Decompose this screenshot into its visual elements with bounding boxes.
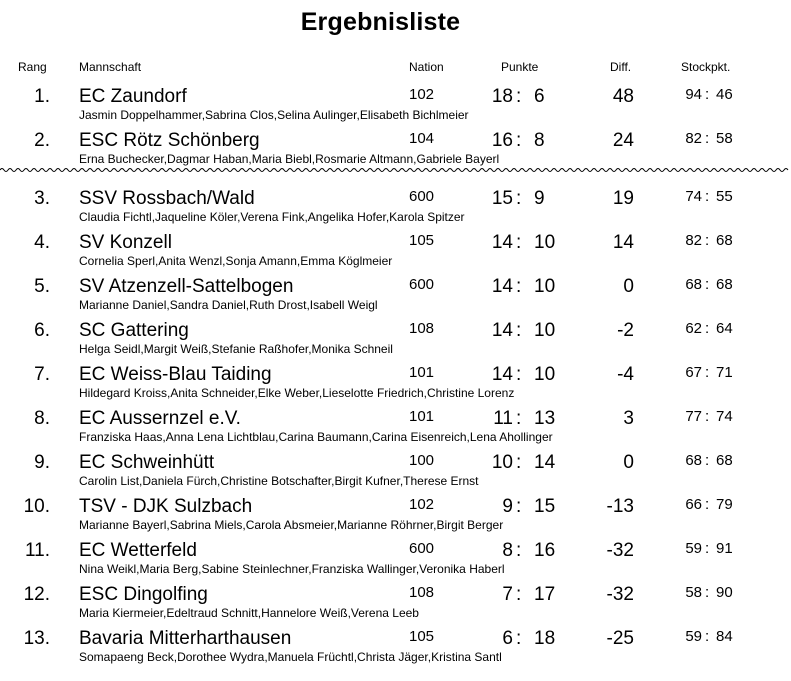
stock-points-against: 68 [716,452,733,469]
nation-code: 600 [409,276,435,293]
header-diff: Diff. [610,60,632,74]
result-row [0,408,791,452]
rank-cell: 9. [34,452,50,473]
difference: -25 [606,628,634,649]
points-for: 6 [502,628,513,649]
stock-points-against: 90 [716,584,733,601]
player-names: Claudia Fichtl,Jaqueline Köler,Verena Fink,Angelika Hofer,Karola Spitzer [79,210,465,224]
nation-code: 108 [409,320,435,337]
result-row [0,276,791,320]
points-separator: : [516,276,522,297]
points-against: 14 [534,452,556,473]
points-for: 16 [491,130,513,151]
difference: 14 [612,232,634,253]
stock-points-separator: : [705,232,710,249]
stock-points-against: 58 [716,130,733,147]
team-name: TSV - DJK Sulzbach [79,496,253,517]
stock-points-for: 58 [685,584,702,601]
stock-points-against: 55 [716,188,733,205]
team-name: EC Weiss-Blau Taiding [79,364,272,385]
points-against: 10 [534,364,556,385]
result-row [0,496,791,540]
header-stockpkt: Stockpkt. [681,60,731,74]
stock-points-separator: : [705,408,710,425]
player-names: Somapaeng Beck,Dorothee Wydra,Manuela Früchtl,Christa Jäger,Kristina Santl [79,650,502,664]
stock-points-for: 74 [685,188,702,205]
points-against: 9 [534,188,545,209]
points-against: 13 [534,408,556,429]
team-name: SSV Rossbach/Wald [79,188,255,209]
team-name: ESC Rötz Schönberg [79,130,260,151]
stock-points-separator: : [705,540,710,557]
result-row [0,130,791,174]
stock-points-separator: : [705,130,710,147]
difference: -4 [617,364,634,385]
stock-points-separator: : [705,276,710,293]
points-for: 14 [491,276,513,297]
rank-cell: 6. [34,320,50,341]
difference: 19 [612,188,634,209]
stock-points-for: 68 [685,452,702,469]
points-for: 18 [491,86,513,107]
nation-code: 105 [409,232,435,249]
result-row [0,540,791,584]
rank-cell: 10. [23,496,50,517]
stock-points-separator: : [705,628,710,645]
nation-code: 600 [409,188,435,205]
player-names: Marianne Daniel,Sandra Daniel,Ruth Drost,Isabell Weigl [79,298,378,312]
team-name: EC Zaundorf [79,86,187,107]
stock-points-against: 46 [716,86,733,103]
rank-cell: 1. [34,86,50,107]
stock-points-against: 74 [716,408,733,425]
header-mannschaft: Mannschaft [79,60,142,74]
team-name: EC Wetterfeld [79,540,197,561]
stock-points-for: 66 [685,496,702,513]
team-name: Bavaria Mitterharthausen [79,628,292,649]
stock-points-separator: : [705,86,710,103]
result-row [0,364,791,408]
result-row [0,584,791,628]
stock-points-separator: : [705,496,710,513]
difference: -32 [606,584,634,605]
result-row [0,86,791,130]
result-row [0,232,791,276]
points-separator: : [516,130,522,151]
stock-points-separator: : [705,320,710,337]
result-row [0,452,791,496]
points-for: 9 [502,496,513,517]
player-names: Hildegard Kroiss,Anita Schneider,Elke Weber,Lieselotte Friedrich,Christine Lorenz [79,386,515,400]
nation-code: 104 [409,130,435,147]
points-separator: : [516,364,522,385]
player-names: Maria Kiermeier,Edeltraud Schnitt,Hannelore Weiß,Verena Leeb [79,606,419,620]
points-separator: : [516,320,522,341]
rank-cell: 8. [34,408,50,429]
rank-cell: 11. [24,540,50,561]
player-names: Erna Buchecker,Dagmar Haban,Maria Biebl,Rosmarie Altmann,Gabriele Bayerl [79,152,500,166]
player-names: Nina Weikl,Maria Berg,Sabine Steinlechner,Franziska Wallinger,Veronika Haberl [79,562,505,576]
rank-cell: 2. [34,130,50,151]
difference: -2 [617,320,634,341]
nation-code: 101 [409,408,435,425]
nation-code: 102 [409,86,435,103]
points-separator: : [516,232,522,253]
points-for: 7 [502,584,513,605]
team-name: SV Atzenzell-Sattelbogen [79,276,294,297]
stock-points-for: 59 [685,628,702,645]
rank-cell: 5. [34,276,50,297]
stock-points-against: 84 [716,628,733,645]
stock-points-separator: : [705,584,710,601]
nation-code: 600 [409,540,435,557]
header-rang: Rang [18,60,47,74]
points-separator: : [516,540,522,561]
stock-points-separator: : [705,452,710,469]
header-nation: Nation [409,60,444,74]
difference: -13 [606,496,634,517]
points-against: 10 [534,232,556,253]
rank-cell: 4. [34,232,50,253]
points-separator: : [516,496,522,517]
points-against: 6 [534,86,545,107]
points-separator: : [516,86,522,107]
team-name: SV Konzell [79,232,172,253]
player-names: Franziska Haas,Anna Lena Lichtblau,Carina Baumann,Carina Eisenreich,Lena Ahollinger [79,430,553,444]
nation-code: 102 [409,496,435,513]
points-for: 15 [491,188,513,209]
rank-cell: 7. [34,364,50,385]
points-for: 14 [491,232,513,253]
stock-points-against: 68 [716,276,733,293]
points-for: 14 [491,320,513,341]
difference: -32 [606,540,634,561]
stock-points-separator: : [705,188,710,205]
stock-points-for: 68 [685,276,702,293]
difference: 3 [623,408,634,429]
player-names: Cornelia Sperl,Anita Wenzl,Sonja Amann,Emma Köglmeier [79,254,393,268]
points-against: 10 [534,276,556,297]
stock-points-for: 94 [685,86,702,103]
player-names: Jasmin Doppelhammer,Sabrina Clos,Selina Aulinger,Elisabeth Bichlmeier [79,108,469,122]
result-row [0,320,791,364]
points-separator: : [516,408,522,429]
page-title: Ergebnisliste [300,8,461,36]
points-against: 10 [534,320,556,341]
difference: 24 [612,130,634,151]
nation-code: 108 [409,584,435,601]
points-separator: : [516,188,522,209]
team-name: ESC Dingolfing [79,584,208,605]
points-for: 11 [493,408,513,429]
points-against: 8 [534,130,545,151]
points-for: 8 [502,540,513,561]
stock-points-against: 91 [716,540,733,557]
player-names: Marianne Bayerl,Sabrina Miels,Carola Absmeier,Marianne Röhrner,Birgit Berger [79,518,504,532]
points-against: 15 [534,496,556,517]
player-names: Helga Seidl,Margit Weiß,Stefanie Raßhofer,Monika Schneil [79,342,393,356]
header-punkte: Punkte [501,60,539,74]
stock-points-for: 67 [685,364,702,381]
nation-code: 105 [409,628,435,645]
points-against: 18 [534,628,556,649]
stock-points-against: 68 [716,232,733,249]
points-against: 17 [534,584,556,605]
difference: 48 [612,86,634,107]
stock-points-for: 82 [685,130,702,147]
difference: 0 [623,276,634,297]
difference: 0 [623,452,634,473]
team-name: EC Schweinhütt [79,452,215,473]
rank-cell: 13. [23,628,50,649]
stock-points-for: 77 [685,408,702,425]
stock-points-against: 71 [716,364,733,381]
points-separator: : [516,452,522,473]
result-row [0,188,791,232]
stock-points-against: 64 [716,320,733,337]
nation-code: 100 [409,452,435,469]
result-row [0,628,791,672]
rank-cell: 12. [23,584,50,605]
stock-points-against: 79 [716,496,733,513]
rank-cell: 3. [34,188,50,209]
stock-points-for: 62 [685,320,702,337]
points-for: 14 [491,364,513,385]
points-separator: : [516,628,522,649]
stock-points-for: 82 [685,232,702,249]
points-for: 10 [491,452,513,473]
team-name: SC Gattering [79,320,189,341]
player-names: Carolin List,Daniela Fürch,Christine Botschafter,Birgit Kufner,Therese Ernst [79,474,479,488]
team-name: EC Aussernzel e.V. [79,408,241,429]
points-separator: : [516,584,522,605]
nation-code: 101 [409,364,435,381]
points-against: 16 [534,540,556,561]
stock-points-separator: : [705,364,710,381]
stock-points-for: 59 [685,540,702,557]
